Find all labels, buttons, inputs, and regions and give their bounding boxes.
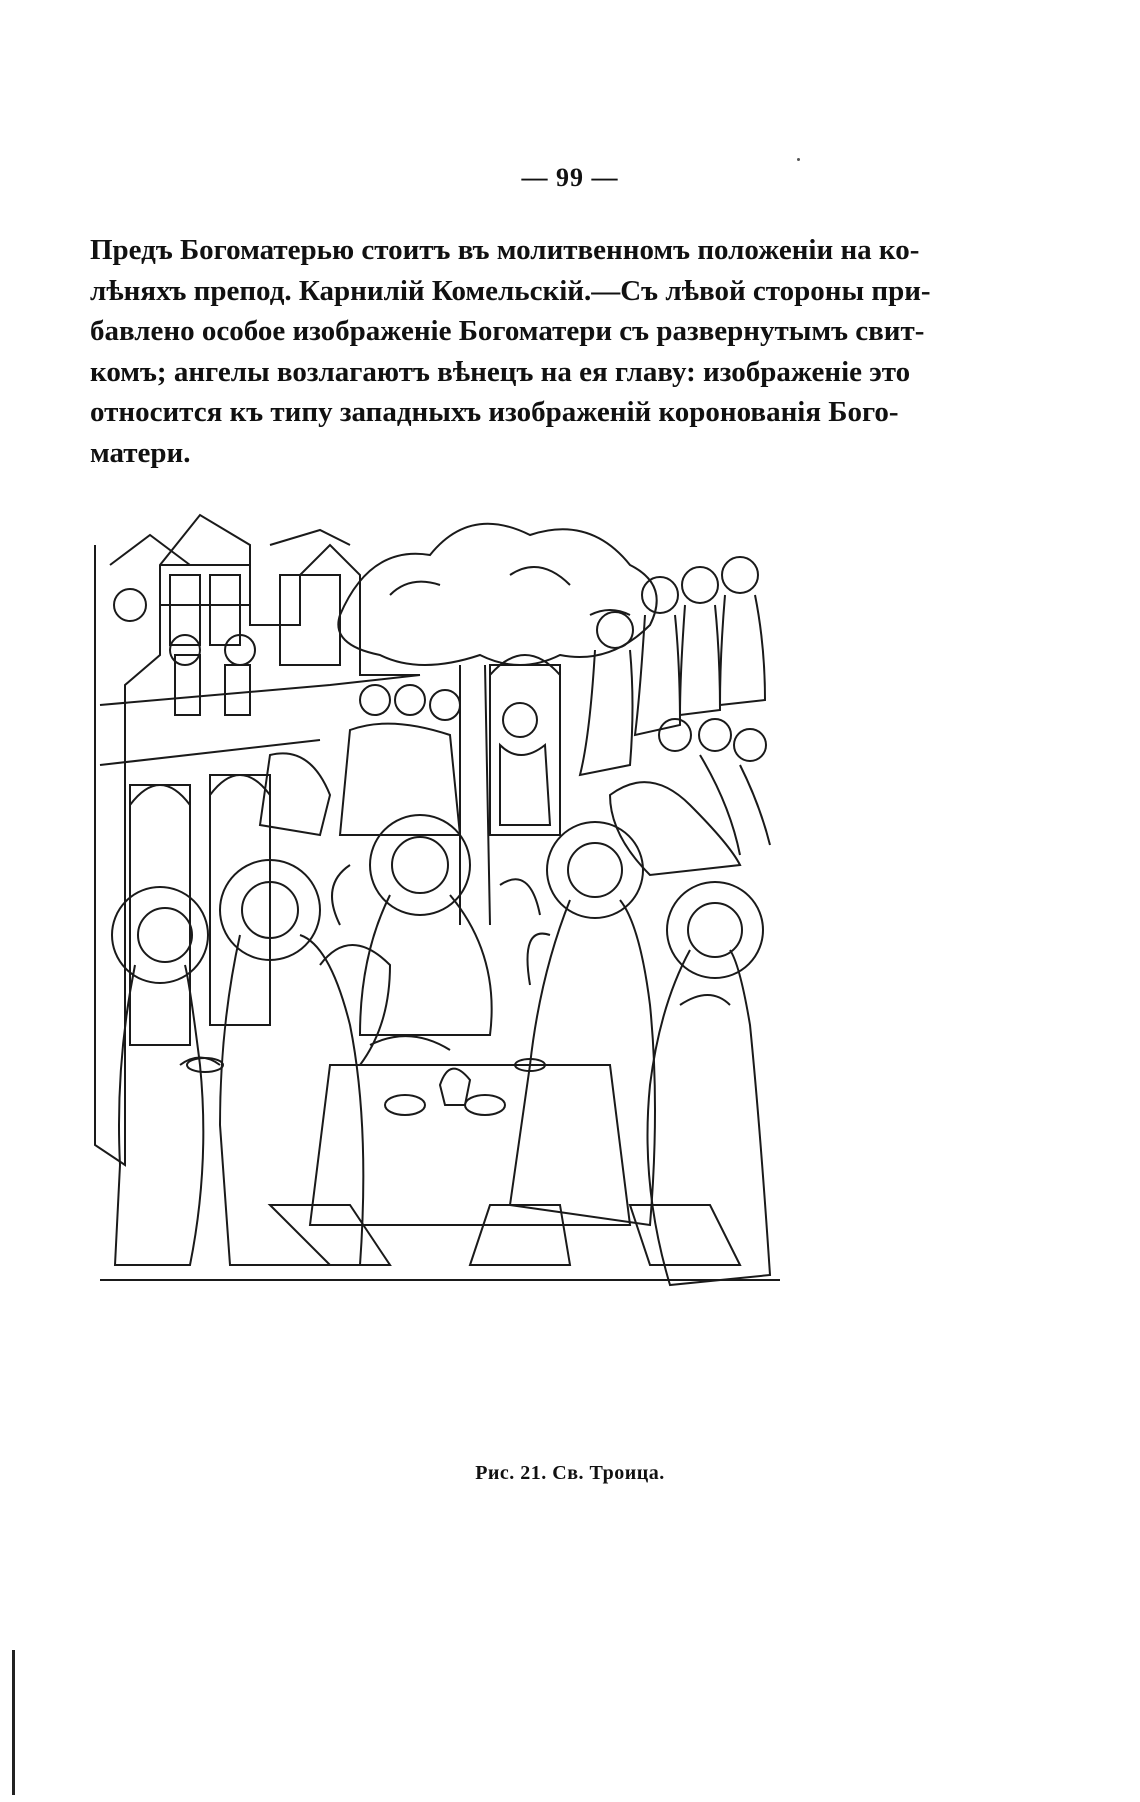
- architecture-left: [95, 515, 420, 1165]
- angel-right: [510, 822, 655, 1225]
- text-line: комъ; ангелы возлагаютъ вѣнецъ на ея главу: изображенiе это: [90, 355, 911, 388]
- text-line: лѣняхъ препод. Карнилiй Комельскiй.—Съ лѣвой стороны при-: [90, 274, 931, 307]
- page-number: — 99 —: [521, 163, 619, 192]
- base: [100, 1205, 780, 1280]
- trinity-illustration: [90, 505, 885, 1440]
- upper-angels: [260, 685, 460, 835]
- angel-center: [332, 815, 540, 1035]
- table: [310, 1036, 630, 1225]
- architecture-right: [490, 655, 560, 835]
- margin-scan-line: [12, 1650, 15, 1795]
- scan-speck: [797, 158, 800, 161]
- text-line: Предъ Богоматерью стоитъ въ молитвенномъ положенiи на ко-: [90, 234, 920, 266]
- text-line: относится къ типу западныхъ изображенiй коронованiя Бого-: [90, 396, 899, 428]
- angels-group: [610, 719, 770, 875]
- text-line: бавлено особое изображенiе Богоматери съ развернутымъ свит-: [90, 315, 925, 347]
- women-group: [580, 557, 765, 775]
- sarah: [648, 882, 771, 1285]
- abraham: [112, 887, 223, 1265]
- body-paragraph: [90, 230, 931, 473]
- figure-caption: Рис. 21. Св. Троица.: [475, 1462, 665, 1484]
- text-line: матери.: [90, 436, 191, 469]
